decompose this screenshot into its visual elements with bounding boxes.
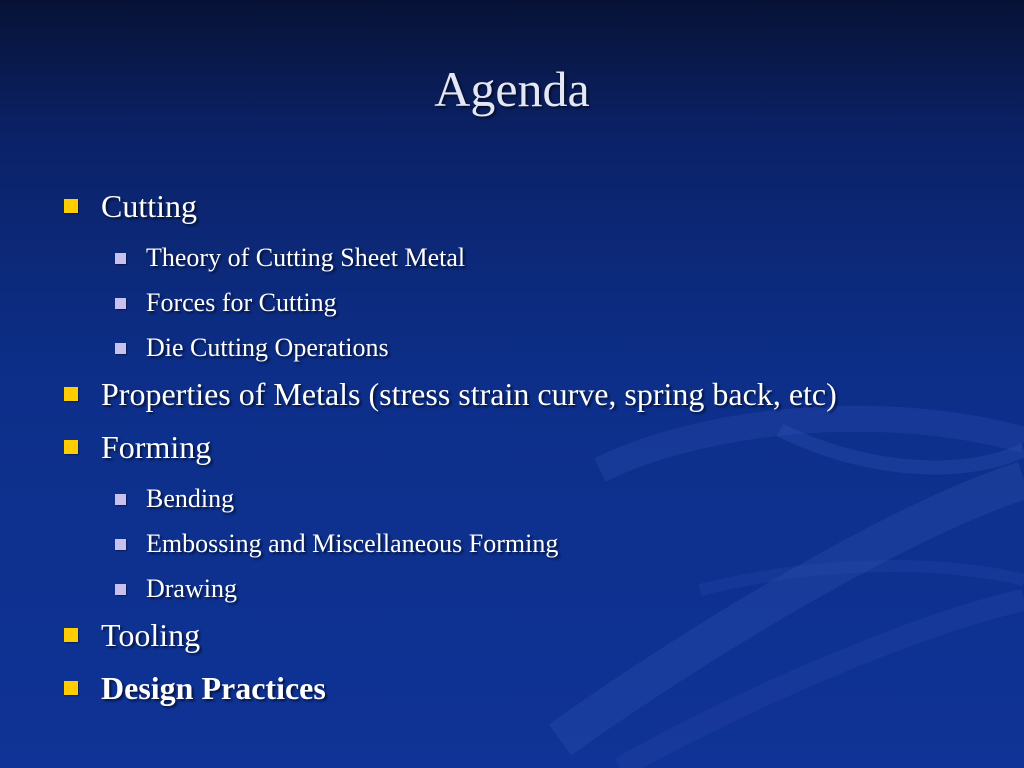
agenda-item-text: Properties of Metals (stress strain curve, spring back, etc) <box>101 376 837 412</box>
square-bullet-icon <box>64 628 78 642</box>
agenda-subitem <box>64 326 1004 371</box>
square-bullet-icon <box>115 298 126 309</box>
agenda-item <box>64 183 1004 236</box>
square-bullet-icon <box>64 387 78 401</box>
agenda-subitem <box>64 281 1004 326</box>
agenda-subitem-text: Forces for Cutting <box>146 288 337 317</box>
agenda-subitem-text: Die Cutting Operations <box>146 333 389 362</box>
square-bullet-icon <box>115 584 126 595</box>
square-bullet-icon <box>115 539 126 550</box>
agenda-item-text: Forming <box>101 429 212 465</box>
agenda-subitem-text: Embossing and Miscellaneous Forming <box>146 529 559 558</box>
square-bullet-icon <box>64 681 78 695</box>
square-bullet-icon <box>115 494 126 505</box>
agenda-list <box>64 183 1004 718</box>
square-bullet-icon <box>115 343 126 354</box>
agenda-item <box>64 612 1004 665</box>
agenda-item-text: Design Practices <box>101 670 326 706</box>
agenda-subitem-text: Drawing <box>146 574 237 603</box>
square-bullet-icon <box>115 253 126 264</box>
agenda-item <box>64 371 1004 424</box>
agenda-subitem-text: Theory of Cutting Sheet Metal <box>146 243 466 272</box>
agenda-subitem-text: Bending <box>146 484 235 513</box>
slide-title: Agenda <box>434 61 590 117</box>
agenda-subitem <box>64 567 1004 612</box>
agenda-subitem <box>64 522 1004 567</box>
agenda-item-text: Cutting <box>101 188 198 224</box>
square-bullet-icon <box>64 199 78 213</box>
agenda-item <box>64 665 1004 718</box>
agenda-item <box>64 424 1004 477</box>
agenda-subitem <box>64 236 1004 281</box>
square-bullet-icon <box>64 440 78 454</box>
agenda-subitem <box>64 477 1004 522</box>
agenda-item-text: Tooling <box>101 617 201 653</box>
